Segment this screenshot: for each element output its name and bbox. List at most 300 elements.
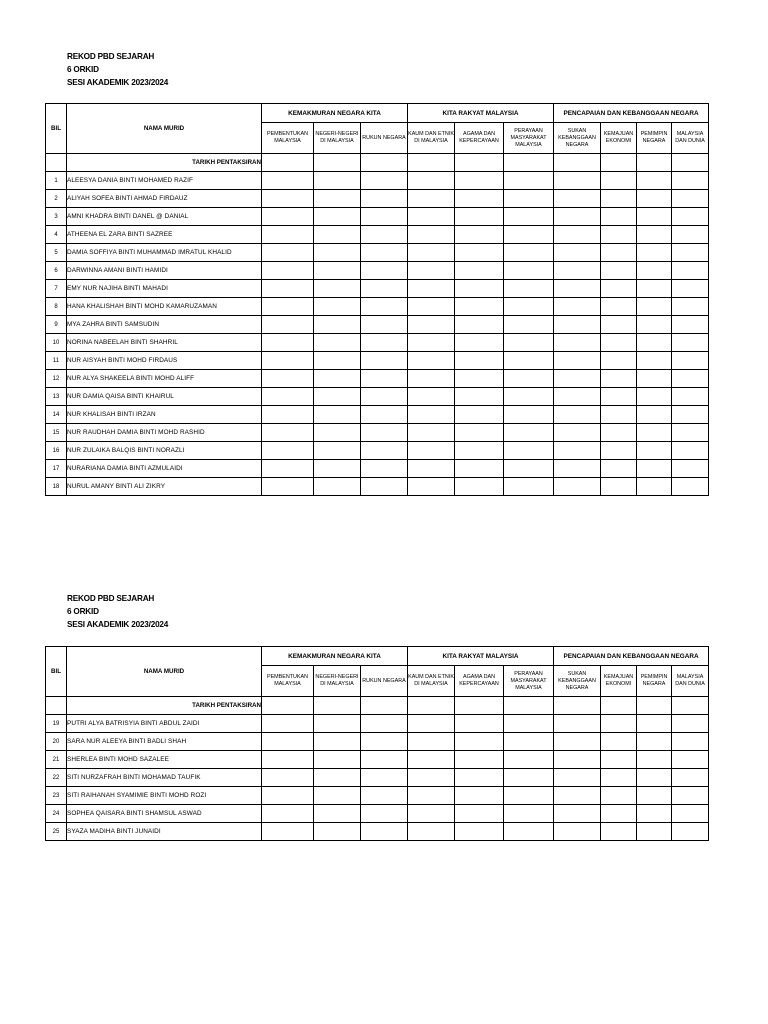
assessment-score-cell[interactable]: [601, 262, 637, 280]
student-name: AMNI KHADRA BINTI DANEL @ DANIAL: [67, 208, 262, 226]
assessment-score-cell[interactable]: [672, 751, 709, 769]
assessment-score-cell[interactable]: [408, 172, 455, 190]
student-name: SITI RAIHANAH SYAMIMIE BINTI MOHD ROZI: [67, 787, 262, 805]
assessment-score-cell[interactable]: [601, 208, 637, 226]
assessment-date-cell[interactable]: [455, 154, 504, 172]
assessment-score-cell[interactable]: [262, 280, 314, 298]
assessment-score-cell[interactable]: [408, 244, 455, 262]
assessment-score-cell[interactable]: [637, 172, 672, 190]
assessment-score-cell[interactable]: [455, 352, 504, 370]
assessment-score-cell[interactable]: [408, 226, 455, 244]
assessment-score-cell[interactable]: [314, 280, 361, 298]
assessment-score-cell[interactable]: [314, 208, 361, 226]
assessment-score-cell[interactable]: [504, 442, 554, 460]
assessment-score-cell[interactable]: [637, 751, 672, 769]
assessment-score-cell[interactable]: [504, 769, 554, 787]
assessment-score-cell[interactable]: [504, 172, 554, 190]
assessment-score-cell[interactable]: [262, 769, 314, 787]
assessment-score-cell[interactable]: [408, 733, 455, 751]
assessment-score-cell[interactable]: [314, 805, 361, 823]
assessment-score-cell[interactable]: [554, 460, 601, 478]
assessment-score-cell[interactable]: [314, 244, 361, 262]
assessment-score-cell[interactable]: [314, 715, 361, 733]
assessment-score-cell[interactable]: [314, 352, 361, 370]
assessment-score-cell[interactable]: [262, 787, 314, 805]
assessment-score-cell[interactable]: [504, 190, 554, 208]
assessment-score-cell[interactable]: [504, 388, 554, 406]
assessment-score-cell[interactable]: [504, 226, 554, 244]
assessment-score-cell[interactable]: [672, 370, 709, 388]
assessment-date-cell[interactable]: [408, 154, 455, 172]
assessment-score-cell[interactable]: [314, 370, 361, 388]
assessment-score-cell[interactable]: [637, 805, 672, 823]
assessment-date-cell[interactable]: [262, 154, 314, 172]
assessment-score-cell[interactable]: [455, 316, 504, 334]
assessment-score-cell[interactable]: [408, 424, 455, 442]
assessment-score-cell[interactable]: [455, 388, 504, 406]
assessment-score-cell[interactable]: [408, 388, 455, 406]
assessment-score-cell[interactable]: [672, 388, 709, 406]
assessment-score-cell[interactable]: [554, 352, 601, 370]
assessment-column-header: PERAYAAN MASYARAKAT MALAYSIA: [504, 666, 554, 697]
assessment-score-cell[interactable]: [554, 823, 601, 841]
assessment-date-cell[interactable]: [554, 154, 601, 172]
assessment-score-cell[interactable]: [504, 751, 554, 769]
assessment-score-cell[interactable]: [504, 298, 554, 316]
assessment-score-cell[interactable]: [314, 334, 361, 352]
assessment-score-cell[interactable]: [504, 733, 554, 751]
assessment-score-cell[interactable]: [262, 460, 314, 478]
assessment-score-cell[interactable]: [601, 823, 637, 841]
assessment-score-cell[interactable]: [554, 370, 601, 388]
assessment-score-cell[interactable]: [361, 442, 408, 460]
assessment-score-cell[interactable]: [637, 226, 672, 244]
assessment-score-cell[interactable]: [455, 190, 504, 208]
assessment-score-cell[interactable]: [554, 733, 601, 751]
assessment-score-cell[interactable]: [672, 460, 709, 478]
assessment-score-cell[interactable]: [361, 424, 408, 442]
assessment-score-cell[interactable]: [455, 733, 504, 751]
assessment-score-cell[interactable]: [361, 460, 408, 478]
assessment-score-cell[interactable]: [408, 370, 455, 388]
assessment-score-cell[interactable]: [361, 280, 408, 298]
assessment-score-cell[interactable]: [672, 733, 709, 751]
assessment-score-cell[interactable]: [455, 208, 504, 226]
assessment-score-cell[interactable]: [314, 298, 361, 316]
assessment-score-cell[interactable]: [601, 442, 637, 460]
assessment-score-cell[interactable]: [262, 370, 314, 388]
student-name: ALIYAH SOFEA BINTI AHMAD FIRDAUZ: [67, 190, 262, 208]
assessment-score-cell[interactable]: [361, 715, 408, 733]
assessment-score-cell[interactable]: [601, 733, 637, 751]
assessment-score-cell[interactable]: [554, 244, 601, 262]
assessment-score-cell[interactable]: [601, 424, 637, 442]
assessment-score-cell[interactable]: [262, 478, 314, 496]
assessment-score-cell[interactable]: [672, 280, 709, 298]
assessment-score-cell[interactable]: [637, 787, 672, 805]
assessment-score-cell[interactable]: [408, 208, 455, 226]
assessment-score-cell[interactable]: [637, 244, 672, 262]
assessment-score-cell[interactable]: [314, 769, 361, 787]
assessment-score-cell[interactable]: [601, 715, 637, 733]
assessment-score-cell[interactable]: [601, 316, 637, 334]
assessment-score-cell[interactable]: [262, 805, 314, 823]
assessment-date-cell[interactable]: [672, 154, 709, 172]
assessment-score-cell[interactable]: [672, 316, 709, 334]
assessment-score-cell[interactable]: [504, 787, 554, 805]
assessment-score-cell[interactable]: [408, 352, 455, 370]
assessment-score-cell[interactable]: [554, 442, 601, 460]
assessment-score-cell[interactable]: [262, 334, 314, 352]
assessment-column-header: AGAMA DAN KEPERCAYAAN: [455, 123, 504, 154]
assessment-score-cell[interactable]: [361, 190, 408, 208]
assessment-score-cell[interactable]: [455, 172, 504, 190]
assessment-score-cell[interactable]: [455, 406, 504, 424]
assessment-score-cell[interactable]: [455, 823, 504, 841]
assessment-score-cell[interactable]: [672, 478, 709, 496]
assessment-date-cell[interactable]: [601, 154, 637, 172]
assessment-score-cell[interactable]: [361, 805, 408, 823]
assessment-score-cell[interactable]: [455, 442, 504, 460]
assessment-score-cell[interactable]: [554, 751, 601, 769]
assessment-score-cell[interactable]: [554, 316, 601, 334]
assessment-score-cell[interactable]: [601, 226, 637, 244]
assessment-score-cell[interactable]: [408, 406, 455, 424]
assessment-score-cell[interactable]: [637, 715, 672, 733]
assessment-score-cell[interactable]: [601, 280, 637, 298]
assessment-column-header: PEMIMPIN NEGARA: [637, 666, 672, 697]
assessment-score-cell[interactable]: [554, 280, 601, 298]
student-name: NUR ZULAIKA BALQIS BINTI NORAZLI: [67, 442, 262, 460]
assessment-score-cell[interactable]: [637, 823, 672, 841]
assessment-score-cell[interactable]: [601, 460, 637, 478]
assessment-score-cell[interactable]: [601, 769, 637, 787]
assessment-score-cell[interactable]: [361, 787, 408, 805]
assessment-score-cell[interactable]: [601, 388, 637, 406]
assessment-score-cell[interactable]: [637, 370, 672, 388]
assessment-score-cell[interactable]: [361, 769, 408, 787]
assessment-score-cell[interactable]: [361, 406, 408, 424]
assessment-score-cell[interactable]: [504, 370, 554, 388]
assessment-score-cell[interactable]: [601, 352, 637, 370]
student-row: [46, 352, 709, 370]
assessment-score-cell[interactable]: [361, 352, 408, 370]
assessment-score-cell[interactable]: [504, 244, 554, 262]
assessment-score-cell[interactable]: [637, 388, 672, 406]
assessment-score-cell[interactable]: [601, 406, 637, 424]
assessment-date-cell[interactable]: [554, 697, 601, 715]
assessment-score-cell[interactable]: [408, 442, 455, 460]
assessment-score-cell[interactable]: [262, 406, 314, 424]
assessment-column-header: KEMAJUAN EKONOMI: [601, 123, 637, 154]
assessment-score-cell[interactable]: [262, 190, 314, 208]
assessment-score-cell[interactable]: [637, 478, 672, 496]
assessment-score-cell[interactable]: [554, 406, 601, 424]
assessment-score-cell[interactable]: [262, 262, 314, 280]
assessment-score-cell[interactable]: [361, 172, 408, 190]
assessment-score-cell[interactable]: [262, 733, 314, 751]
assessment-score-cell[interactable]: [314, 316, 361, 334]
assessment-score-cell[interactable]: [672, 769, 709, 787]
assessment-score-cell[interactable]: [672, 190, 709, 208]
assessment-score-cell[interactable]: [601, 478, 637, 496]
assessment-score-cell[interactable]: [672, 406, 709, 424]
assessment-score-cell[interactable]: [672, 298, 709, 316]
assessment-score-cell[interactable]: [361, 226, 408, 244]
assessment-date-cell[interactable]: [408, 697, 455, 715]
assessment-score-cell[interactable]: [672, 172, 709, 190]
assessment-score-cell[interactable]: [455, 769, 504, 787]
assessment-score-cell[interactable]: [455, 334, 504, 352]
assessment-score-cell[interactable]: [504, 316, 554, 334]
assessment-score-cell[interactable]: [455, 262, 504, 280]
assessment-score-cell[interactable]: [262, 442, 314, 460]
assessment-date-cell[interactable]: [672, 697, 709, 715]
assessment-date-cell[interactable]: [361, 697, 408, 715]
assessment-score-cell[interactable]: [314, 424, 361, 442]
assessment-score-cell[interactable]: [672, 823, 709, 841]
assessment-score-cell[interactable]: [601, 172, 637, 190]
assessment-date-cell[interactable]: [637, 154, 672, 172]
assessment-score-cell[interactable]: [314, 190, 361, 208]
student-row: [46, 733, 709, 751]
assessment-score-cell[interactable]: [262, 226, 314, 244]
assessment-score-cell[interactable]: [554, 769, 601, 787]
assessment-score-cell[interactable]: [361, 244, 408, 262]
assessment-score-cell[interactable]: [672, 352, 709, 370]
assessment-score-cell[interactable]: [637, 442, 672, 460]
assessment-score-cell[interactable]: [672, 805, 709, 823]
assessment-score-cell[interactable]: [601, 787, 637, 805]
assessment-score-cell[interactable]: [455, 805, 504, 823]
assessment-score-cell[interactable]: [672, 208, 709, 226]
assessment-score-cell[interactable]: [601, 334, 637, 352]
assessment-score-cell[interactable]: [262, 298, 314, 316]
assessment-score-cell[interactable]: [672, 715, 709, 733]
assessment-score-cell[interactable]: [361, 208, 408, 226]
student-row: [46, 280, 709, 298]
assessment-score-cell[interactable]: [314, 172, 361, 190]
assessment-column-header: NEGERI-NEGERI DI MALAYSIA: [314, 666, 361, 697]
assessment-score-cell[interactable]: [672, 334, 709, 352]
assessment-score-cell[interactable]: [637, 406, 672, 424]
assessment-score-cell[interactable]: [361, 334, 408, 352]
assessment-score-cell[interactable]: [672, 442, 709, 460]
student-name: SOPHEA QAISARA BINTI SHAMSUL ASWAD: [67, 805, 262, 823]
assessment-score-cell[interactable]: [408, 262, 455, 280]
assessment-date-cell[interactable]: [314, 697, 361, 715]
student-number: 24: [46, 805, 67, 823]
assessment-score-cell[interactable]: [554, 208, 601, 226]
assessment-score-cell[interactable]: [601, 370, 637, 388]
assessment-score-cell[interactable]: [314, 262, 361, 280]
assessment-score-cell[interactable]: [361, 823, 408, 841]
assessment-score-cell[interactable]: [637, 460, 672, 478]
student-number: 3: [46, 208, 67, 226]
assessment-score-cell[interactable]: [262, 715, 314, 733]
assessment-score-cell[interactable]: [554, 172, 601, 190]
assessment-score-cell[interactable]: [504, 406, 554, 424]
assessment-score-cell[interactable]: [504, 262, 554, 280]
assessment-column-header: KEMAJUAN EKONOMI: [601, 666, 637, 697]
assessment-score-cell[interactable]: [314, 226, 361, 244]
assessment-score-cell[interactable]: [554, 388, 601, 406]
assessment-score-cell[interactable]: [262, 424, 314, 442]
assessment-score-cell[interactable]: [672, 244, 709, 262]
class-name: 6 ORKID: [67, 607, 99, 616]
assessment-score-cell[interactable]: [361, 478, 408, 496]
student-name: NUR KHALISAH BINTI IRZAN: [67, 406, 262, 424]
assessment-score-cell[interactable]: [455, 751, 504, 769]
assessment-score-cell[interactable]: [408, 751, 455, 769]
assessment-score-cell[interactable]: [554, 478, 601, 496]
student-number: 17: [46, 460, 67, 478]
assessment-score-cell[interactable]: [408, 787, 455, 805]
student-number: 2: [46, 190, 67, 208]
assessment-score-cell[interactable]: [361, 370, 408, 388]
assessment-score-cell[interactable]: [314, 823, 361, 841]
assessment-score-cell[interactable]: [361, 262, 408, 280]
student-name: NORINA NABEELAH BINTI SHAHRIL: [67, 334, 262, 352]
assessment-score-cell[interactable]: [455, 244, 504, 262]
assessment-score-cell[interactable]: [672, 787, 709, 805]
assessment-score-cell[interactable]: [601, 805, 637, 823]
assessment-score-cell[interactable]: [262, 208, 314, 226]
assessment-score-cell[interactable]: [455, 280, 504, 298]
assessment-score-cell[interactable]: [262, 316, 314, 334]
assessment-score-cell[interactable]: [314, 406, 361, 424]
assessment-score-cell[interactable]: [554, 424, 601, 442]
assessment-score-cell[interactable]: [361, 388, 408, 406]
assessment-score-cell[interactable]: [601, 244, 637, 262]
assessment-score-cell[interactable]: [601, 298, 637, 316]
assessment-score-cell[interactable]: [455, 460, 504, 478]
assessment-date-cell[interactable]: [262, 697, 314, 715]
assessment-score-cell[interactable]: [554, 226, 601, 244]
assessment-date-cell[interactable]: [314, 154, 361, 172]
assessment-score-cell[interactable]: [262, 244, 314, 262]
assessment-score-cell[interactable]: [408, 715, 455, 733]
assessment-score-cell[interactable]: [554, 787, 601, 805]
assessment-score-cell[interactable]: [361, 733, 408, 751]
assessment-score-cell[interactable]: [672, 424, 709, 442]
assessment-date-cell[interactable]: [504, 697, 554, 715]
assessment-score-cell[interactable]: [601, 751, 637, 769]
assessment-score-cell[interactable]: [314, 787, 361, 805]
student-row: [46, 442, 709, 460]
assessment-date-cell[interactable]: [637, 697, 672, 715]
assessment-score-cell[interactable]: [504, 280, 554, 298]
assessment-score-cell[interactable]: [504, 823, 554, 841]
assessment-score-cell[interactable]: [408, 280, 455, 298]
assessment-date-cell[interactable]: [455, 697, 504, 715]
assessment-score-cell[interactable]: [455, 715, 504, 733]
assessment-score-cell[interactable]: [637, 334, 672, 352]
assessment-score-cell[interactable]: [637, 424, 672, 442]
assessment-score-cell[interactable]: [408, 316, 455, 334]
assessment-score-cell[interactable]: [408, 190, 455, 208]
assessment-score-cell[interactable]: [554, 262, 601, 280]
assessment-score-cell[interactable]: [637, 262, 672, 280]
student-name: DARWINNA AMANI BINTI HAMIDI: [67, 262, 262, 280]
assessment-score-cell[interactable]: [408, 823, 455, 841]
assessment-score-cell[interactable]: [455, 298, 504, 316]
student-number: 8: [46, 298, 67, 316]
assessment-date-cell[interactable]: [601, 697, 637, 715]
assessment-score-cell[interactable]: [672, 226, 709, 244]
assessment-date-cell[interactable]: [361, 154, 408, 172]
student-number: 10: [46, 334, 67, 352]
assessment-score-cell[interactable]: [637, 298, 672, 316]
assessment-score-cell[interactable]: [314, 751, 361, 769]
assessment-score-cell[interactable]: [314, 733, 361, 751]
assessment-score-cell[interactable]: [314, 388, 361, 406]
student-row: [46, 208, 709, 226]
assessment-score-cell[interactable]: [504, 478, 554, 496]
assessment-score-cell[interactable]: [314, 460, 361, 478]
assessment-score-cell[interactable]: [314, 442, 361, 460]
assessment-score-cell[interactable]: [455, 787, 504, 805]
assessment-score-cell[interactable]: [361, 316, 408, 334]
assessment-score-cell[interactable]: [455, 478, 504, 496]
assessment-score-cell[interactable]: [408, 805, 455, 823]
assessment-score-cell[interactable]: [504, 334, 554, 352]
assessment-score-cell[interactable]: [262, 823, 314, 841]
assessment-score-cell[interactable]: [408, 298, 455, 316]
assessment-score-cell[interactable]: [408, 769, 455, 787]
assessment-score-cell[interactable]: [455, 424, 504, 442]
assessment-score-cell[interactable]: [637, 208, 672, 226]
assessment-score-cell[interactable]: [361, 751, 408, 769]
assessment-score-cell[interactable]: [554, 715, 601, 733]
assessment-score-cell[interactable]: [637, 733, 672, 751]
assessment-score-cell[interactable]: [504, 424, 554, 442]
assessment-score-cell[interactable]: [455, 370, 504, 388]
assessment-score-cell[interactable]: [637, 280, 672, 298]
assessment-score-cell[interactable]: [504, 715, 554, 733]
assessment-score-cell[interactable]: [504, 805, 554, 823]
assessment-score-cell[interactable]: [637, 316, 672, 334]
assessment-score-cell[interactable]: [504, 352, 554, 370]
assessment-score-cell[interactable]: [504, 208, 554, 226]
assessment-score-cell[interactable]: [455, 226, 504, 244]
assessment-score-cell[interactable]: [637, 769, 672, 787]
assessment-score-cell[interactable]: [601, 190, 637, 208]
assessment-score-cell[interactable]: [554, 805, 601, 823]
assessment-score-cell[interactable]: [361, 298, 408, 316]
student-row: [46, 226, 709, 244]
assessment-score-cell[interactable]: [554, 334, 601, 352]
assessment-score-cell[interactable]: [262, 352, 314, 370]
assessment-score-cell[interactable]: [408, 334, 455, 352]
assessment-score-cell[interactable]: [408, 478, 455, 496]
assessment-column-header: PEMBENTUKAN MALAYSIA: [262, 666, 314, 697]
assessment-score-cell[interactable]: [408, 460, 455, 478]
sheet-1-header: [67, 50, 168, 89]
assessment-score-cell[interactable]: [637, 352, 672, 370]
assessment-score-cell[interactable]: [637, 190, 672, 208]
assessment-score-cell[interactable]: [262, 751, 314, 769]
assessment-score-cell[interactable]: [262, 172, 314, 190]
assessment-score-cell[interactable]: [672, 262, 709, 280]
assessment-score-cell[interactable]: [554, 298, 601, 316]
assessment-score-cell[interactable]: [314, 478, 361, 496]
nama-murid-header: NAMA MURID: [67, 104, 262, 154]
assessment-score-cell[interactable]: [554, 190, 601, 208]
assessment-score-cell[interactable]: [262, 388, 314, 406]
assessment-score-cell[interactable]: [504, 460, 554, 478]
assessment-date-cell[interactable]: [504, 154, 554, 172]
